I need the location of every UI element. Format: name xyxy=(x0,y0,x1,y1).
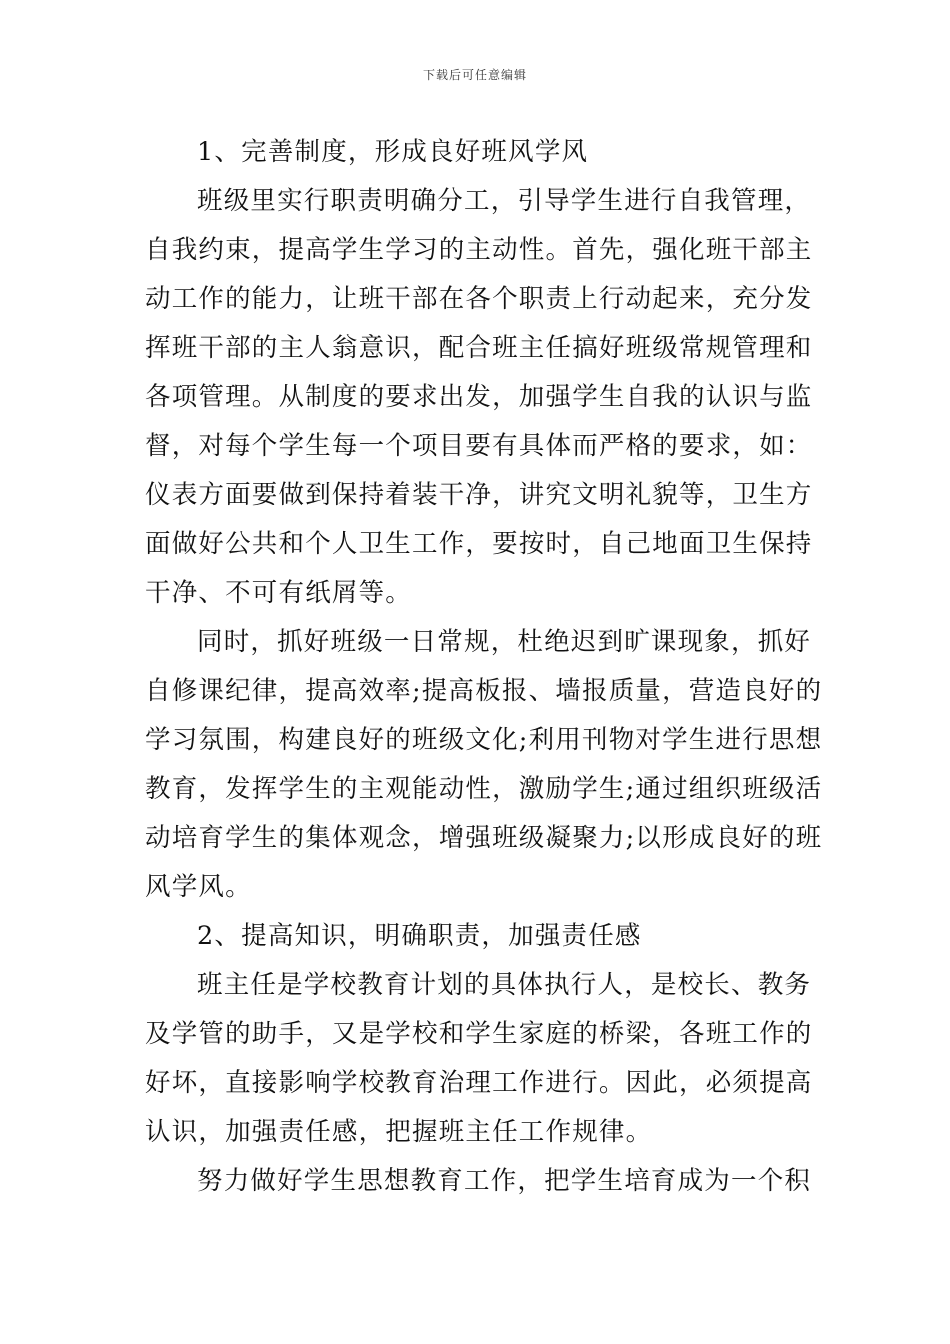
paragraph-line: 挥班干部的主人翁意识，配合班主任搞好班级常规管理和 xyxy=(145,333,813,363)
paragraph-line: 各项管理。从制度的要求出发，加强学生自我的认识与监 xyxy=(145,382,813,412)
paragraph-line: 及学管的助手，又是学校和学生家庭的桥梁，各班工作的 xyxy=(145,1019,813,1049)
paragraph-line: 教育，发挥学生的主观能动性，激励学生;通过组织班级活 xyxy=(145,774,823,804)
paragraph-line: 风学风。 xyxy=(145,872,252,902)
paragraph-line: 动培育学生的集体观念，增强班级凝聚力;以形成良好的班 xyxy=(145,823,823,853)
paragraph-line: 好坏，直接影响学校教育治理工作进行。因此，必须提高 xyxy=(145,1068,813,1098)
paragraph-line: 认识，加强责任感，把握班主任工作规律。 xyxy=(145,1117,653,1147)
paragraph-line: 班级里实行职责明确分工，引导学生进行自我管理， xyxy=(197,186,812,216)
paragraph-line: 干净、不可有纸屑等。 xyxy=(145,578,413,608)
section-heading-2: 2、提高知识，明确职责，加强责任感 xyxy=(197,921,642,951)
section-heading-1: 1、完善制度，形成良好班风学风 xyxy=(197,137,589,167)
paragraph-line: 督，对每个学生每一个项目要有具体而严格的要求，如： xyxy=(145,431,813,461)
paragraph-line: 学习氛围，构建良好的班级文化;利用刊物对学生进行思想 xyxy=(145,725,823,755)
paragraph-line: 自修课纪律，提高效率;提高板报、墙报质量，营造良好的 xyxy=(145,676,823,706)
paragraph-line: 仪表方面要做到保持着装干净，讲究文明礼貌等，卫生方 xyxy=(145,480,813,510)
paragraph-line: 班主任是学校教育计划的具体执行人，是校长、教务 xyxy=(197,970,812,1000)
paragraph-line: 面做好公共和个人卫生工作，要按时，自己地面卫生保持 xyxy=(145,529,813,559)
paragraph-line: 努力做好学生思想教育工作，把学生培育成为一个积 xyxy=(197,1166,812,1196)
paragraph-line: 同时，抓好班级一日常规，杜绝迟到旷课现象，抓好 xyxy=(197,627,812,657)
paragraph-line: 自我约束，提高学生学习的主动性。首先，强化班干部主 xyxy=(145,235,813,265)
paragraph-line: 动工作的能力，让班干部在各个职责上行动起来，充分发 xyxy=(145,284,813,314)
document-body xyxy=(145,128,823,1206)
page-header-note: 下载后可任意编辑 xyxy=(422,68,527,82)
